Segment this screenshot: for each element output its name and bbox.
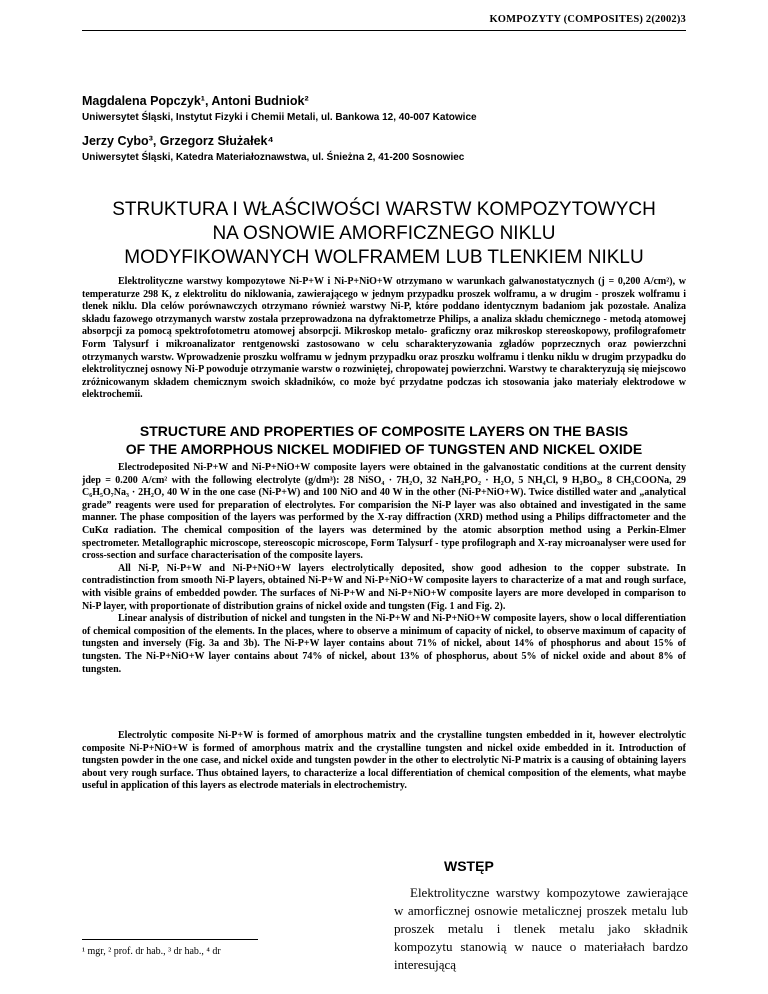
title-english-line-2: OF THE AMORPHOUS NICKEL MODIFIED OF TUNGSTEN AND NICKEL OXIDE bbox=[125, 441, 643, 457]
section-heading: WSTĘP bbox=[444, 858, 494, 874]
author-group-2: Jerzy Cybo³, Grzegorz Służałek⁴ bbox=[82, 134, 274, 148]
title-polish-line-1: STRUKTURA I WŁAŚCIWOŚCI WARSTW KOMPOZYTOWYCH bbox=[112, 199, 656, 220]
affiliation-1: Uniwersytet Śląski, Instytut Fizyki i Chemii Metali, ul. Bankowa 12, 40-007 Katowice bbox=[82, 112, 477, 123]
title-polish-line-2: NA OSNOWIE AMORFICZNEGO NIKLU bbox=[212, 223, 556, 244]
abstract-polish bbox=[82, 276, 686, 402]
title-english bbox=[82, 422, 686, 458]
abstract-english-paragraph-2: All Ni-P, Ni-P+W and Ni-P+NiO+W layers electrolytically deposited, show good adhesion to the copper substrate. In contradistinction from smooth Ni-P layers, obtained Ni-P+W and Ni-P+NiO+W composite layers to characterize of a mat and rough surface, with visible grains of embedded powder. The surfaces of Ni-P+W and Ni-P+NiO+W composite layers are more developed in comparison to Ni-P layer, with proportionate of distribution grains of nickel oxide and tungsten (Fig. 1 and Fig. 2). bbox=[82, 562, 686, 612]
conclusion-english bbox=[82, 730, 686, 793]
abstract-english bbox=[82, 462, 686, 676]
abstract-english-paragraph-3: Linear analysis of distribution of nickel and tungsten in the Ni-P+W and Ni-P+NiO+W composite layers, show o local differentiation of chemical composition of the elements. In the places, where to observe a minimum of capacity of nickel, to observe maximum of capacity of tungsten and inversely (Fig. 3a and 3b). The Ni-P+W layer contains about 71% of nickel, about 14% of phosphorus and about 15% of tungsten. The Ni-P+NiO+W layer contains about 74% of nickel, about 13% of phosphorus, about 5% of nickel oxide and about 8% of tungsten. bbox=[82, 613, 686, 675]
journal-header: KOMPOZYTY (COMPOSITES) 2(2002)3 bbox=[489, 14, 686, 25]
abstract-polish-text: Elektrolityczne warstwy kompozytowe Ni-P+W i Ni-P+NiO+W otrzymano w warunkach galwanostatycznych (j = 0,200 A/cm²), w temperaturze 298 K, z elektrolitu do niklowania, zawierającego w jednym przypadku proszek wolframu, a w drugim - proszek wolframu i tlenek niklu. Dla celów porównawczych otrzymano również warstwy Ni-P, które poddano identycznym badaniom jak pozostałe. Analiza składu fazowego otrzymanych warstw została przeprowadzona na dyfraktometrze Philips, a analiza składu chemicznego - metodą atomowej absorpcji za pomocą spektrofotometru atomowej absorpcji. Mikroskop metalo- graficzny oraz mikroskop stereoskopowy, profilografometr Form Talysurf i mikroanalizator rentgenowski zastosowano w celu scharakteryzowania zgładów poprzecznych oraz powierzchni otrzymanych warstw. Wprowadzenie proszku wolframu w jednym przypadku oraz proszku wolframu i tlenku niklu w drugim przypadku do elektrolitycznej osnowy Ni-P powoduje otrzymanie warstw o rozwiniętej, chropowatej powierzchni. Warstwy te charakteryzują się miejscowo zróżnicowanym składem chemicznym swoich składników, co może być przydatne podczas ich stosowania jako materiały elektrodowe w elektrochemii. bbox=[82, 276, 686, 401]
footnote-rule bbox=[82, 939, 258, 940]
footnote: ¹ mgr, ² prof. dr hab., ³ dr hab., ⁴ dr bbox=[82, 946, 221, 957]
title-polish-line-3: MODYFIKOWANYCH WOLFRAMEM LUB TLENKIEM NIKLU bbox=[124, 247, 644, 268]
conclusion-english-text: Electrolytic composite Ni-P+W is formed of amorphous matrix and the crystalline tungsten embedded in it, however electrolytic composite Ni-P+NiO+W is formed of amorphous matrix and the crystalline tungsten and nickel oxide embedded in it. Introduction of tungsten powder in the one case, and nickel oxide and tungsten powder in the other to electrolytic Ni-P matrix is a causing of obtaining layers about very rough surface. Thus obtained layers, to characterize a local differentiation of chemical composition of the elements, what maybe useful in application of this layers as electrode materials in electrochemistry. bbox=[82, 730, 686, 792]
title-polish bbox=[82, 198, 686, 270]
author-group-1: Magdalena Popczyk¹, Antoni Budniok² bbox=[82, 94, 309, 108]
title-english-line-1: STRUCTURE AND PROPERTIES OF COMPOSITE LAYERS ON THE BASIS bbox=[139, 423, 629, 439]
abstract-english-paragraph-1: Electrodeposited Ni-P+W and Ni-P+NiO+W composite layers were obtained in the galvanostatic conditions at the current density jdep = 0.200 A/cm² with the following electrolyte (g/dm³): 28 NiSO₄ · 7H₂O, 32 NaH₂PO₂ · H₂O, 5 NH₄Cl, 9 H₃BO₃, 8 CH₃COONa, 29 C₆H₅O₇Na₃ · 2H₂O, 40 W in the one case (Ni-P+W) and 100 NiO and 40 W in the other (Ni-P+NiO+W). Twice distilled water and „analytical grade” reagents were used for preparation of electrolytes. For comparision the Ni-P layer was also obtained and investigated in the same manner. The phase composition of the layers was performed by the X-ray diffraction (XRD) method using a Philips diffractometer and the CuKα radiation. The chemical composition of the layers was determined by the atomic absorption method using a Perkin-Elmer spectrometer. Metallographic microscope, stereoscopic microscope, Form Talysurf - type profilograph and X-ray microanalyser were used for cross-section and surface characterisation of the composite layers. bbox=[82, 462, 686, 562]
section-body-text: Elektrolityczne warstwy kompozytowe zawierające w amorficznej osnowie metalicznej proszek metalu lub proszek metalu i tlenek metalu jako składnik kompozytu stanowią w nauce o materiałach bardzo interesującą bbox=[394, 885, 688, 972]
header-rule bbox=[82, 30, 686, 31]
affiliation-2: Uniwersytet Śląski, Katedra Materiałoznawstwa, ul. Śnieżna 2, 41-200 Sosnowiec bbox=[82, 152, 465, 163]
